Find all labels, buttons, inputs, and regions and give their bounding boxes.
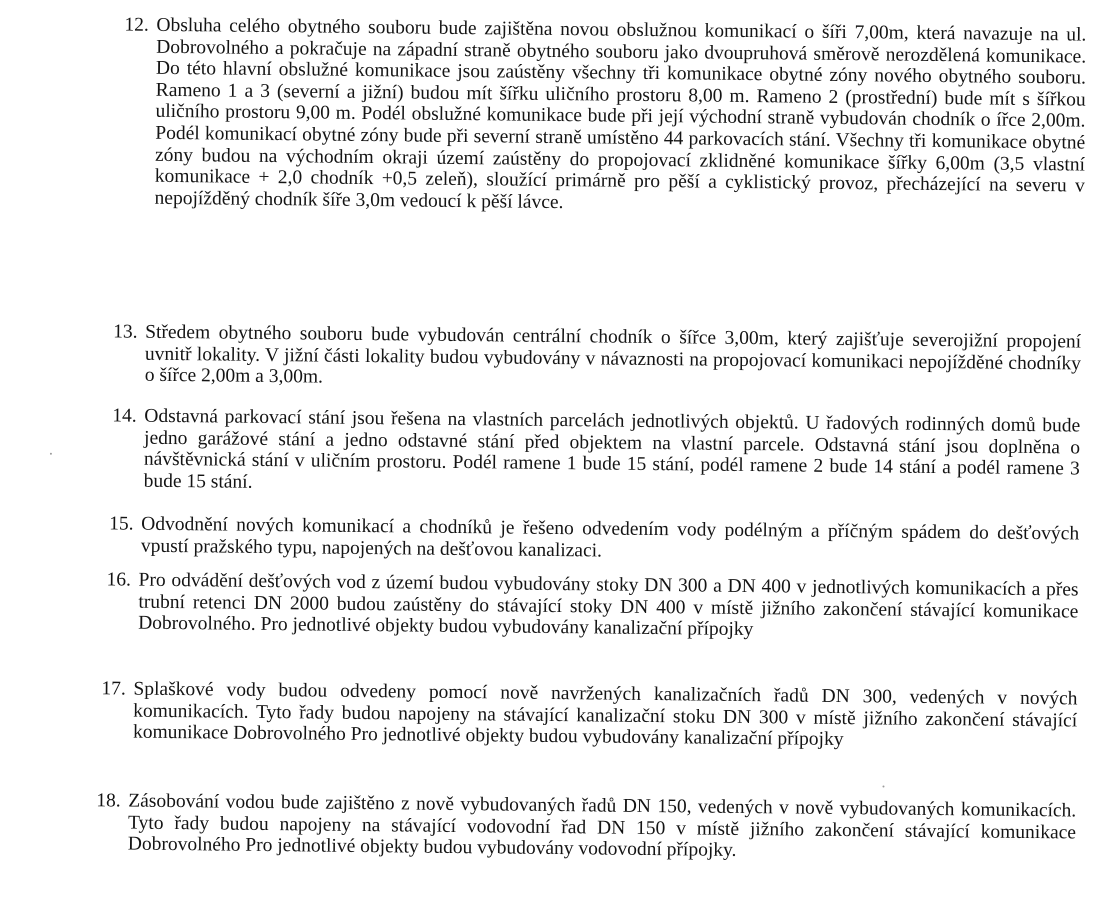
- item-text: Pro odvádění dešťových vod z území budou vybudovány stoky DN 300 a DN 400 v jednotlivých komunikacích a přes trubní retenci DN 2000 budou zaústěny do stávající stoky DN 400 v místě jižního zakončení stávající komunikace Dobrovolného. Pro jednotlivé objekty budou vybudovány kanalizační přípojky: [138, 569, 1079, 641]
- list-item-12: [124, 14, 1087, 213]
- item-number: 16.: [106, 569, 132, 591]
- item-number: 18.: [96, 790, 121, 812]
- list-item-13: [113, 321, 1082, 388]
- list-item-16: [106, 569, 1079, 641]
- list-item-14: [112, 405, 1081, 493]
- item-text: Obsluha celého obytného souboru bude zajištěna novou obslužnou komunikací o šíři 7,00m, která navazuje na ul. Dobrovolného a pokračuje na západní straně obytného souboru jako dvoupruhová směrově nerozdělená komunikace. Do této hlavní obslužné komunikace jsou zaústěny všechny tři komunikace obytné zóny nového obytného souboru. Rameno 1 a 3 (severní a jižní) budou mít šířku uličního prostoru 8,00 m. Rameno 2 (prostřední) bude mít s šířkou uličního prostoru 9,00 m. Podél obslužné komunikace bude při její východní straně vybudován chodník o ířce 2,00m. Podél komunikací obytné zóny bude při severní straně umístěno 44 parkovacích stání. Všechny tři komunikace obytné zóny budou na východním okraji území zaústěny do propojovací zklidněné komunikace šířky 6,00m (3,5 vlastní komunikace + 2,0 chodník +0,5 zeleň), sloužící primárně pro pěší a cyklistický provoz, přecházející na severu v nepojížděný chodník šíře 3,0m vedoucí k pěší lávce.: [154, 14, 1087, 213]
- item-text: Zásobování vodou bude zajištěno z nově vybudovaných řadů DN 150, vedených v nově vybudovaných komunikacích. Tyto řady budou napojeny na stávající vodovodní řad DN 150 v místě jižního zakončení stávající komunikace Dobrovolného Pro jednotlivé objekty budou vybudovány vodovodní přípojky.: [127, 790, 1077, 862]
- item-number: 15.: [109, 513, 134, 535]
- item-number: 13.: [113, 321, 138, 343]
- item-number: 17.: [101, 678, 126, 700]
- item-text: Středem obytného souboru bude vybudován centrální chodník o šířce 3,00m, který zajišťuje severojižní propojení uvnitř lokality. V jižní části lokality budou vybudovány v návaznosti na propojovací komunikaci nepojížděné chodníky o šířce 2,00m a 3,00m.: [144, 321, 1082, 388]
- item-number: 12.: [124, 14, 149, 36]
- scan-speck: [882, 785, 884, 787]
- item-number: 14.: [112, 405, 137, 427]
- item-text: Splaškové vody budou odvedeny pomocí nově navržených kanalizačních řadů DN 300, vedených v nových komunikacích. Tyto řady budou napojeny na stávající kanalizační stoku DN 300 v místě jižního zakončení stávající komunikace Dobrovolného Pro jednotlivé objekty budou vybudovány kanalizační přípojky: [132, 678, 1078, 751]
- list-item-15: [109, 513, 1080, 562]
- item-text: Odvodnění nových komunikací a chodníků je řešeno odvedením vody podélným a příčným spádem do dešťových vpustí pražského typu, napojených na dešťovou kanalizaci.: [140, 513, 1080, 562]
- list-item-17: [101, 678, 1078, 751]
- scan-speck: [50, 453, 52, 455]
- list-item-18: [96, 790, 1077, 862]
- item-text: Odstavná parkovací stání jsou řešena na vlastních parcelách jednotlivých objektů. U řadových rodinných domů bude jedno garážové stání a jedno odstavné stání před objektem na vlastní parcele. Odstavná stání jsou doplněna o návštěvnická stání v uličním prostoru. Podél ramene 1 bude 15 stání, podél ramene 2 bude 14 stání a podél ramene 3 bude 15 stání.: [143, 405, 1081, 493]
